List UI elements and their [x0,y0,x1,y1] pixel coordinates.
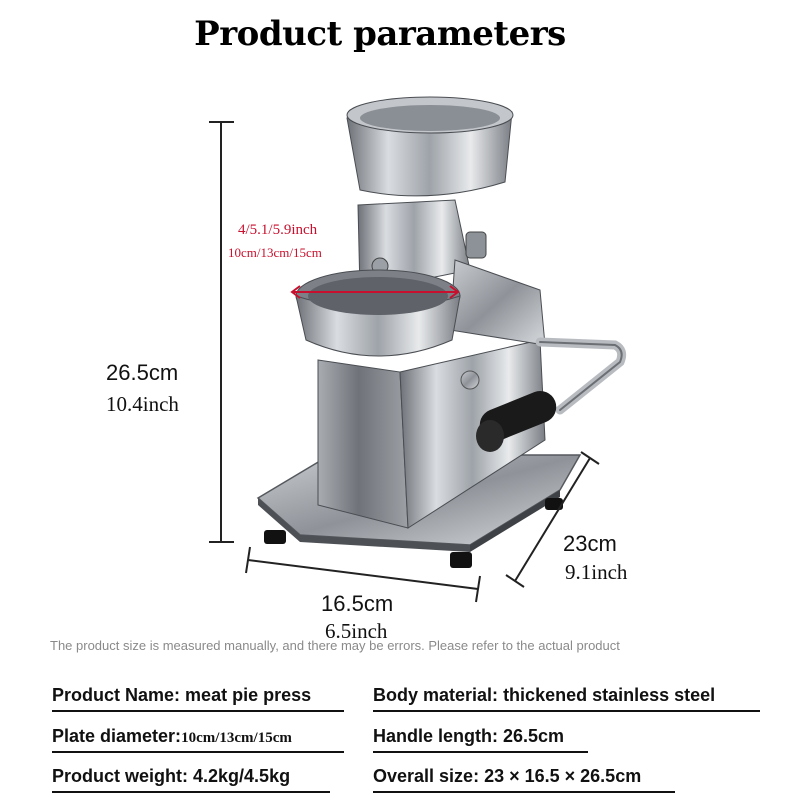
underline [52,751,344,753]
lower-mold [296,270,460,356]
spec-value: meat pie press [185,685,312,705]
underline [52,710,344,712]
underline [373,791,675,793]
page-title: Product parameters [194,14,566,54]
spec-label: Plate diameter: [52,726,182,746]
spec-value: 10cm/13cm/15cm [181,730,292,746]
depth-inch-label: 9.1inch [565,560,628,584]
spec-product-name [52,685,311,706]
underline [373,710,760,712]
depth-cm-label: 23cm [563,531,617,556]
underline [52,791,330,793]
spec-label: Product Name: [52,685,181,705]
spec-overall-size [373,766,641,787]
foot [450,552,472,568]
height-cm-label: 26.5cm [106,360,179,385]
spec-value: 23 × 16.5 × 26.5cm [484,766,642,786]
height-dimension-line [209,122,234,542]
width-inch-label: 6.5inch [325,619,388,643]
width-cm-label: 16.5cm [321,591,394,616]
plate-cm-label: 10cm/13cm/15cm [228,245,322,260]
spec-value: 4.2kg/4.5kg [193,766,291,786]
hopper-bowl [347,97,513,196]
spec-label: Handle length: [373,726,498,746]
spec-product-weight [52,766,290,787]
spec-label: Body material: [373,685,499,705]
plate-inch-label: 4/5.1/5.9inch [238,222,318,238]
spec-body-material [373,685,715,706]
underline [373,751,588,753]
spec-handle-length [373,726,564,747]
spec-value: 26.5cm [503,726,565,746]
spec-value: thickened stainless steel [503,685,716,705]
measurement-disclaimer: The product size is measured manually, and there may be errors. Please refer to the actual product [50,638,620,653]
spec-label: Overall size: [373,766,480,786]
height-inch-label: 10.4inch [106,392,179,416]
spec-label: Product weight: [52,766,188,786]
foot [264,530,286,544]
spec-plate-diameter [52,726,292,747]
